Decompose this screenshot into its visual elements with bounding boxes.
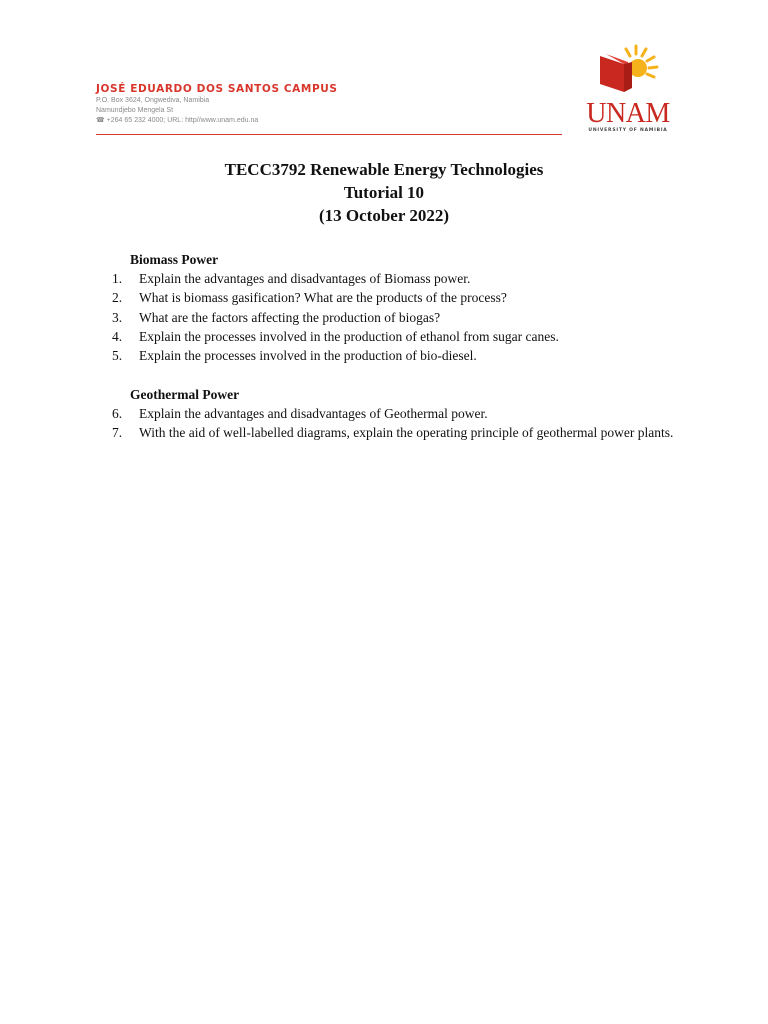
item-number: 7. [112, 425, 123, 441]
item-text: Explain the advantages and disadvantages of Geothermal power. [139, 406, 488, 421]
document-title [0, 158, 768, 227]
item-number: 5. [112, 348, 123, 364]
campus-name: JOSÉ EDUARDO DOS SANTOS CAMPUS [96, 83, 338, 95]
header-divider [96, 134, 562, 135]
item-number: 4. [112, 328, 123, 344]
address-line: Namundjebo Mengela St [96, 107, 174, 114]
contact-line: ☎ +264 65 232 4000; URL: http//www.unam.edu.na [96, 117, 259, 124]
logo-subtitle: UNIVERSITY OF NAMIBIA [588, 128, 668, 133]
section-heading: Biomass Power [130, 252, 219, 267]
item-text: With the aid of well-labelled diagrams, explain the operating principle of geothermal power plants. [139, 425, 674, 441]
section-geothermal [112, 385, 682, 443]
list-item [112, 423, 682, 442]
tutorial-date: (13 October 2022) [319, 206, 449, 225]
section-biomass [112, 250, 682, 365]
sun-book-icon [594, 42, 664, 100]
item-text: What is biomass gasification? What are the products of the process? [139, 290, 507, 306]
item-text: What are the factors affecting the production of biogas? [139, 309, 441, 325]
item-text: Explain the processes involved in the production of ethanol from sugar canes. [139, 328, 559, 344]
unam-logo [580, 42, 680, 138]
list-item [112, 404, 682, 423]
list-item [112, 327, 682, 346]
section-heading: Geothermal Power [130, 387, 240, 402]
item-number: 2. [112, 290, 123, 306]
course-title: TECC3792 Renewable Energy Technologies [224, 160, 544, 179]
list-item [112, 346, 682, 365]
tutorial-number: Tutorial 10 [343, 183, 425, 202]
logo-wordmark: UNAM [586, 98, 670, 129]
letterhead [96, 82, 564, 126]
item-number: 6. [112, 406, 123, 421]
item-number: 1. [112, 271, 123, 286]
item-text: Explain the processes involved in the production of bio-diesel. [139, 348, 477, 364]
item-text: Explain the advantages and disadvantages of Biomass power. [139, 271, 471, 286]
list-item [112, 269, 682, 288]
list-item [112, 308, 682, 327]
address-line: P.O. Box 3624, Ongwediva, Namibia [96, 97, 210, 104]
list-item [112, 288, 682, 307]
item-number: 3. [112, 309, 123, 325]
